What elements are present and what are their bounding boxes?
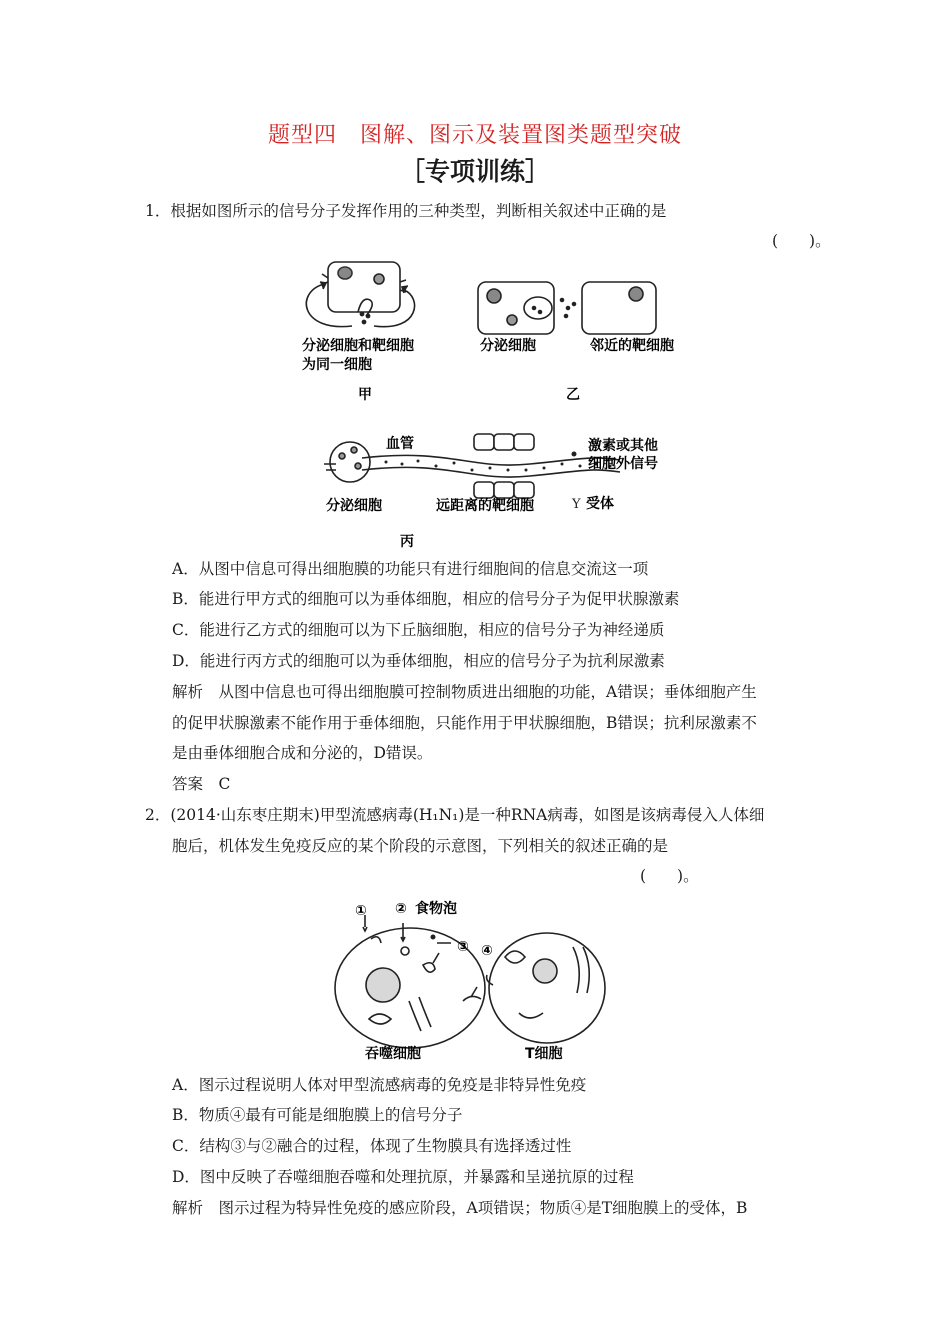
q2-stem-line-1: 2．(2014·山东枣庄期末)甲型流感病毒(H₁N₁)是一种RNA病毒，如图是该病毒侵入人体细 [145,806,765,824]
marker-2: ② [395,901,407,917]
jia-cell-diagram [306,262,414,327]
t-cell-diagram [487,933,605,1043]
q2-option-d: D．图中反映了吞噬细胞吞噬和处理抗原，并暴露和呈递抗原的过程 [172,1168,634,1186]
q2-figure [325,893,625,1063]
q2-answer-blank: ( )。 [640,867,699,885]
marker-1: ① [355,903,367,919]
yi-target-label: 邻近的靶细胞 [590,338,674,354]
jia-label: 甲 [358,387,372,403]
yi-secretory-label: 分泌细胞 [480,338,536,354]
q1-analysis-line-2: 的促甲状腺激素不能作用于垂体细胞，只能作用于甲状腺细胞，B错误；抗利尿激素不 [172,714,757,732]
bing-cell-diagram [324,434,620,498]
q2-analysis-line-1: 解析 图示过程为特异性免疫的感应阶段，A项错误；物质④是T细胞膜上的受体，B [172,1199,748,1217]
q2-option-b: B．物质④最有可能是细胞膜上的信号分子 [172,1106,463,1124]
yi-cell-diagram [478,282,656,334]
legend-dot-icon [572,452,577,457]
receptor-icon: Y [572,497,581,512]
q1-option-c: C．能进行乙方式的细胞可以为下丘脑细胞，相应的信号分子为神经递质 [172,621,665,639]
marker-4: ④ [481,943,493,959]
q1-answer: 答案 C [172,775,231,793]
t-cell-label: T细胞 [525,1046,563,1062]
q1-figure [290,252,710,552]
page-title: 题型四 图解、图示及装置图类题型突破 [267,123,682,148]
section-heading: ［专项训练］ [399,157,550,186]
bing-secretory-label: 分泌细胞 [326,498,382,514]
q1-option-b: B．能进行甲方式的细胞可以为垂体细胞，相应的信号分子为促甲状腺激素 [172,590,680,608]
bing-target-label: 远距离的靶细胞 [436,498,534,514]
q2-option-c: C．结构③与②融合的过程，体现了生物膜具有选择透过性 [172,1137,572,1155]
legend-dot-text-2: 细胞外信号 [588,456,658,472]
q2-stem-line-2: 胞后，机体发生免疫反应的某个阶段的示意图，下列相关的叙述正确的是 [172,837,669,855]
phagocyte-label: 吞噬细胞 [365,1046,421,1062]
legend-dot-text-1: 激素或其他 [588,438,658,454]
q1-analysis-line-3: 是由垂体细胞合成和分泌的，D错误。 [172,744,433,762]
jia-caption-1: 分泌细胞和靶细胞 [302,338,414,354]
blood-vessel-label: 血管 [386,436,414,452]
antigen-dot-icon [431,935,436,940]
q1-option-d: D．能进行丙方式的细胞可以为垂体细胞，相应的信号分子为抗利尿激素 [172,652,665,670]
marker-3: ③ [457,939,469,955]
food-vacuole-label: 食物泡 [415,901,457,917]
q1-option-a: A．从图中信息可得出细胞膜的功能只有进行细胞间的信息交流这一项 [172,560,649,578]
q2-option-a: A．图示过程说明人体对甲型流感病毒的免疫是非特异性免疫 [172,1076,587,1094]
legend-receptor-text: 受体 [586,496,614,512]
q1-answer-blank: ( )。 [772,232,831,250]
yi-label: 乙 [566,387,580,403]
bing-label: 丙 [400,534,414,550]
jia-caption-2: 为同一细胞 [302,357,372,373]
phagocyte-diagram [335,915,485,1048]
q1-stem: 1．根据如图所示的信号分子发挥作用的三种类型，判断相关叙述中正确的是 [145,202,667,220]
q1-analysis-line-1: 解析 从图中信息也可得出细胞膜可控制物质进出细胞的功能，A错误；垂体细胞产生 [172,683,757,701]
